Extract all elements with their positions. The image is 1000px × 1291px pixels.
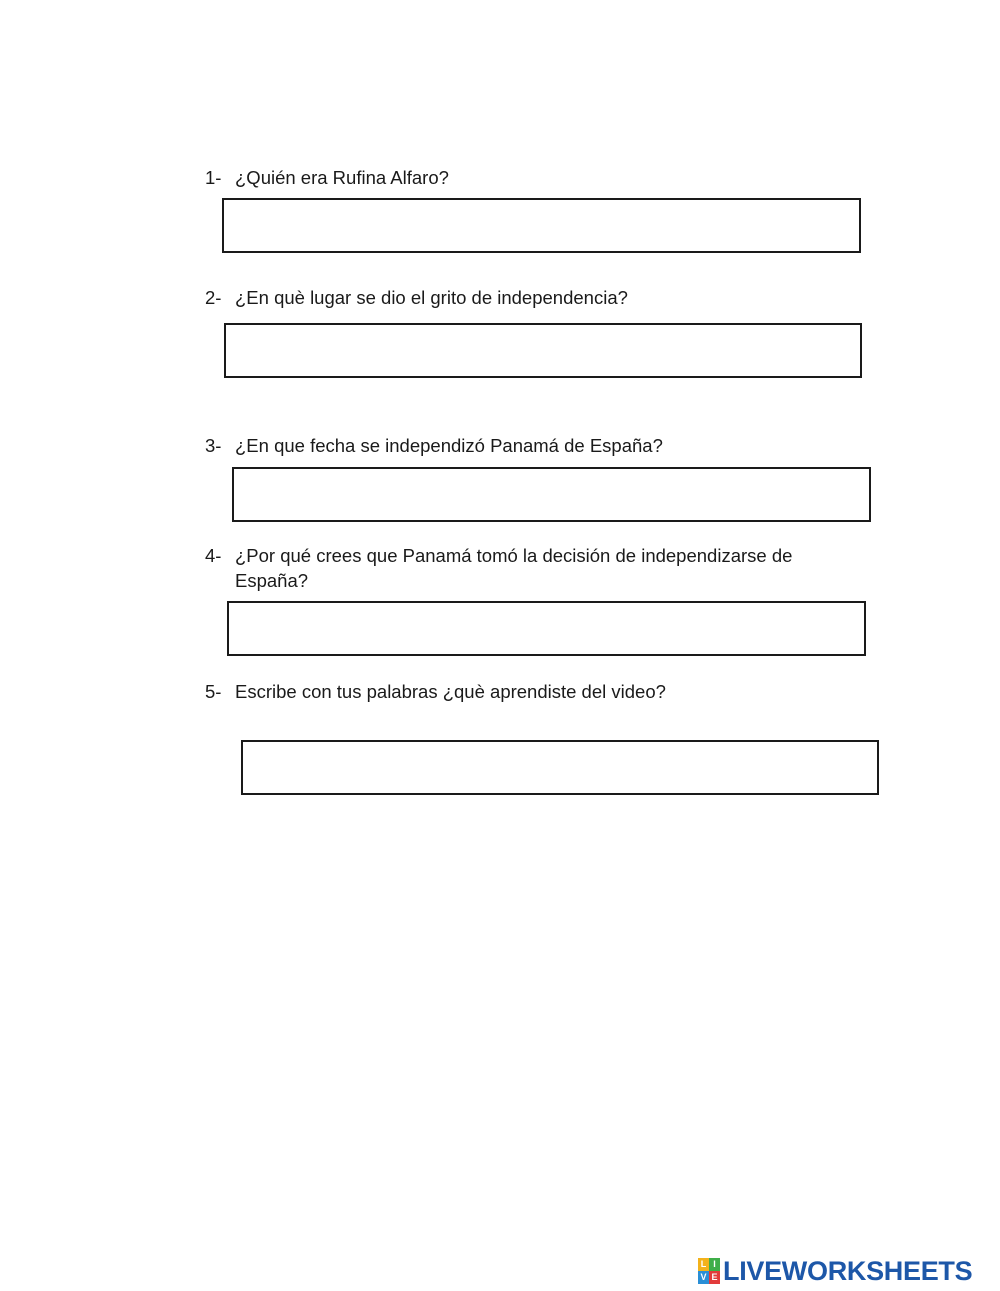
question-text: ¿Quién era Rufina Alfaro? — [235, 167, 449, 188]
question-number: 1- — [205, 167, 222, 188]
question-3 — [205, 433, 835, 458]
question-number: 3- — [205, 435, 222, 456]
question-1 — [205, 165, 835, 190]
question-5 — [205, 679, 835, 704]
question-number: 4- — [205, 545, 222, 566]
question-text: ¿En què lugar se dio el grito de independencia? — [235, 287, 628, 308]
question-2 — [205, 285, 835, 310]
logo-text: LIVEWORKSHEETS — [723, 1256, 973, 1286]
answer-box-2[interactable] — [224, 323, 862, 378]
logo-mark-letter: E — [709, 1271, 720, 1284]
logo-mark-icon — [698, 1258, 720, 1284]
question-4 — [205, 543, 835, 593]
question-number: 2- — [205, 287, 222, 308]
liveworksheets-logo — [698, 1256, 972, 1286]
answer-input-3[interactable] — [234, 469, 869, 520]
answer-input-2[interactable] — [226, 325, 860, 376]
question-text: ¿Por qué crees que Panamá tomó la decisión de independizarse de España? — [235, 545, 793, 591]
answer-input-1[interactable] — [224, 200, 859, 251]
logo-mark-letter: I — [709, 1258, 720, 1271]
logo-mark-letter: L — [698, 1258, 709, 1271]
answer-input-5[interactable] — [243, 742, 877, 793]
question-text: ¿En que fecha se independizó Panamá de España? — [235, 435, 663, 456]
question-number: 5- — [205, 681, 222, 702]
question-text: Escribe con tus palabras ¿què aprendiste del video? — [235, 681, 666, 702]
answer-box-5[interactable] — [241, 740, 879, 795]
answer-input-4[interactable] — [229, 603, 864, 654]
answer-box-1[interactable] — [222, 198, 861, 253]
logo-mark-letter: V — [698, 1271, 709, 1284]
answer-box-4[interactable] — [227, 601, 866, 656]
answer-box-3[interactable] — [232, 467, 871, 522]
